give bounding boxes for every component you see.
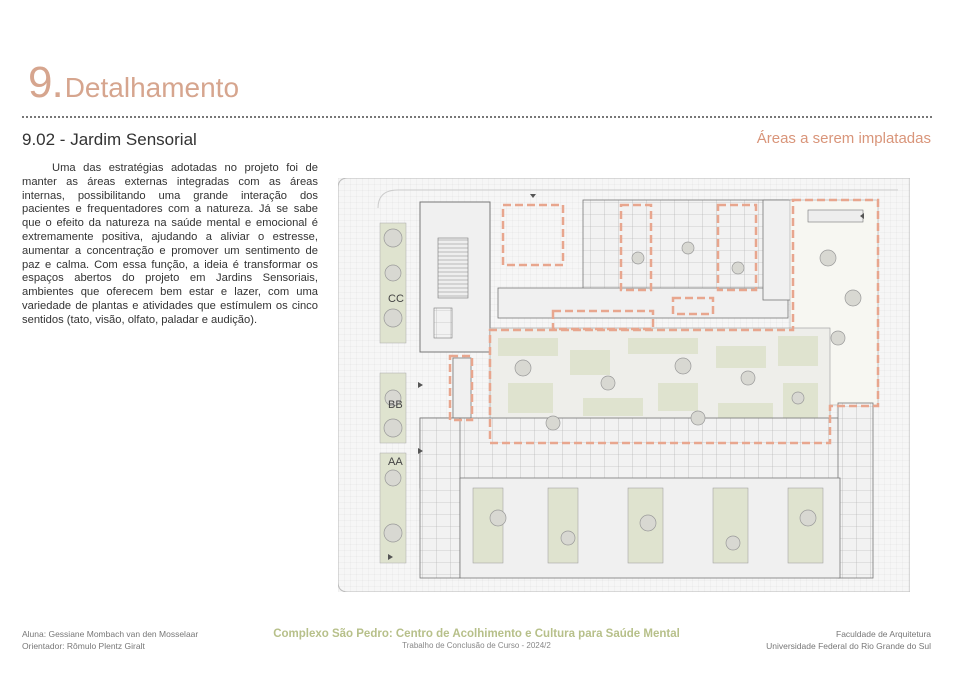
chapter-number: 9. [28,58,63,107]
site-plan-drawing [338,178,910,592]
faculty-name: Faculdade de Arquitetura [836,629,931,639]
areas-legend-label: Áreas a serem implatadas [756,130,931,147]
university-name: Universidade Federal do Rio Grande do Sul [766,641,931,651]
student-name: Aluna: Gessiane Mombach van den Mosselaar [22,629,199,639]
body-paragraph: Uma das estratégias adotadas no projeto foi de manter as áreas externas integradas com as áreas internas, possibilitando uma grande interação dos pacientes e frequentadores com a natureza. Já se sabe que o efeito da natureza na saúde mental e emocional é extremamente positiva, ajudando a aliviar o estresse, aumentar a concentração e promover um sentimento de paz e calma. Com essa função, a ideia é transformar os espaços abertos do projeto em Jardins Sensoriais, ambientes que oferecem bem estar e lazer, com uma variedade de plantas e atividades que estímulem os cinco sentidos (tato, visão, olfato, paladar e audição). [22,162,318,326]
project-title: Complexo São Pedro: Centro de Acolhimento e Cultura para Saúde Mental [273,628,680,640]
footer-institution [766,628,931,652]
section-label-aa: AA [388,456,403,468]
section-label-cc: CC [388,293,404,305]
chapter-header [28,58,239,110]
project-subtitle: Trabalho de Conclusão de Curso - 2024/2 [402,641,551,650]
section-title: 9.02 - Jardim Sensorial [22,130,197,149]
advisor-name: Orientador: Rômulo Plentz Giralt [22,641,145,651]
section-label-bb: BB [388,399,403,411]
dotted-divider [22,116,932,118]
chapter-title: Detalhamento [64,72,240,103]
